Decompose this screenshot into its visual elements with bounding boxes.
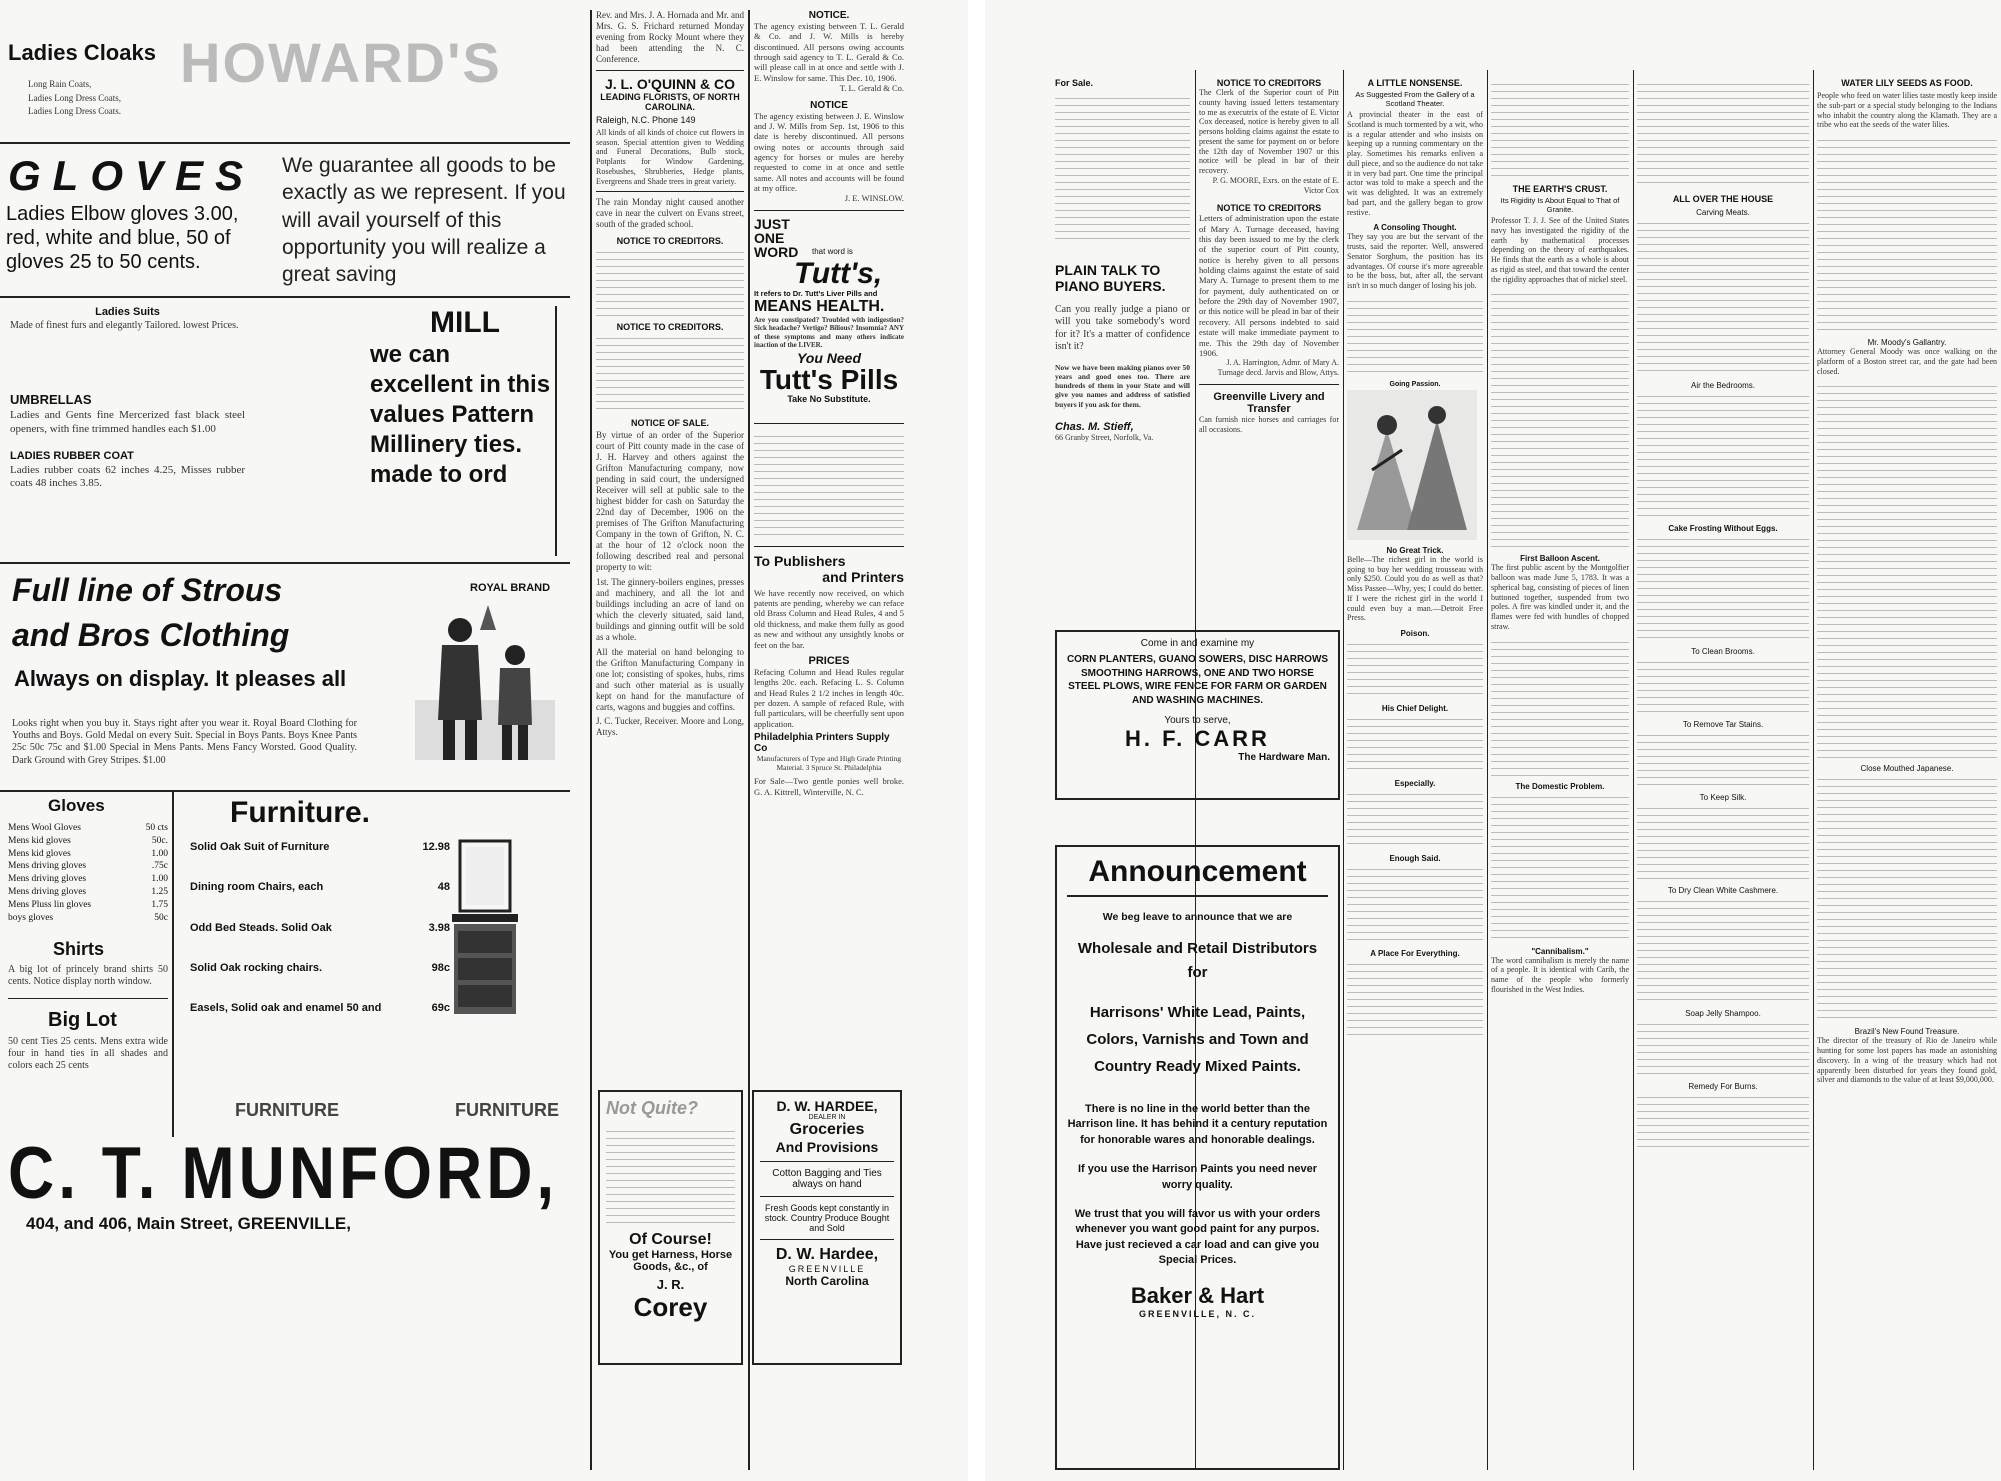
munford-ad: [8, 1130, 568, 1260]
creditors2-title: NOTICE TO CREDITORS: [1216, 203, 1322, 214]
engraving-caption: Going Passion.: [1389, 380, 1441, 388]
nonsense-subtitle: As Suggested From the Gallery of a Scotland Theater.: [1355, 90, 1475, 108]
faded-text: [1347, 863, 1483, 943]
house-title: ALL OVER THE HOUSE: [1672, 194, 1774, 204]
faded-text: [1491, 78, 1629, 178]
cannibalism-title: "Cannibalism.": [1531, 946, 1589, 956]
gloves-row-label: Mens driving gloves: [8, 874, 87, 885]
sale-body-2: 1st. The ginnery-boilers engines, presses and machinery, and all the lot and buildings including an acre of land on which the cleverly situated, said land, buildings and ginning outfit will be sold as a whole.: [596, 576, 744, 642]
faded-notice: [596, 246, 744, 316]
furniture-side-right: FURNITURE: [455, 1100, 559, 1120]
creditors2-title: NOTICE TO CREDITORS.: [616, 322, 724, 333]
rain-item: The rain Monday night caused another cave in near the culvert on Evans street, south of the graded school.: [596, 197, 744, 230]
sale-title: NOTICE OF SALE.: [630, 418, 709, 429]
faded-text: [1637, 802, 1809, 882]
divider: [172, 792, 174, 1137]
hardee-ad: [752, 1090, 902, 1365]
millinery-body: we can excellent in this values Pattern Millinery ties. made to ord: [370, 341, 551, 488]
creditors2-body: Letters of administration upon the estate of Mary A. Turnage deceased, having this day been issued to me by the clerk of the superior court of Pitt county, notice is hereby given to all persons holding claims against the estate of said Mary A. Turnage to present them to me for payment, duly authenticated on or before the 29th day of November 1907, or this notice will be plead in bar of their recovery. All persons indebted to said estate will make immediate payment to me. This the 29th day of November 1906.: [1199, 213, 1339, 358]
divider: [0, 142, 570, 144]
brazil-title: Brazil's New Found Treasure.: [1854, 1027, 1960, 1037]
furniture-row: [190, 921, 450, 935]
notice2-body: The agency existing between J. E. Winslow and J. W. Mills from Sep. 1st, 1906 to this date is hereby discontinued. All persons owing notes or accounts through said agency for horses or mules are hereby requested to come in at once and settle same. All notes and accounts will be found at my office.: [754, 110, 904, 194]
cloaks-line: Long Rain Coats,: [28, 79, 92, 89]
hardware-sub: The Hardware Man.: [1238, 752, 1330, 763]
corey-quite: Not Quite?: [606, 1098, 698, 1118]
biglot-body: 50 cent Ties 25 cents. Mens extra wide four in hand ties in all shades and colors each 25 cents: [8, 1035, 168, 1072]
furniture-row: [190, 880, 450, 894]
umbrellas-title: UMBRELLAS: [10, 392, 92, 408]
poison-title: Poison.: [1400, 629, 1430, 638]
tutt-means: MEANS HEALTH.: [754, 297, 885, 315]
strous-line2: and Bros Clothing: [12, 617, 290, 653]
ladies-suits-title: Ladies Suits: [95, 306, 160, 318]
biglot-title: Big Lot: [48, 1008, 117, 1031]
shirts-body: A big lot of princely brand shirts 50 cents. Notice display north window.: [8, 963, 168, 987]
hardware-ad: [1055, 630, 1340, 800]
gloves-row: [8, 886, 168, 899]
notice-body: The agency existing between T. L. Gerald & Co. and J. W. Mills is hereby discontinued. All persons owing accounts through said agency to T. L. Gerald & Co. will please call in at once and settle with J. E. Winslow for same. This Dec. 10, 1906.: [754, 21, 904, 83]
furniture-row: [190, 961, 450, 975]
brooms-title: To Clean Brooms.: [1691, 647, 1755, 656]
publishers-and: and Printers: [822, 568, 904, 585]
divider: [8, 998, 168, 999]
faded-text: [1347, 788, 1483, 848]
hardee-state: North Carolina: [785, 1274, 869, 1288]
consoling-title: A Consoling Thought.: [1373, 223, 1457, 233]
cloaks-title: Ladies Cloaks: [8, 40, 156, 65]
faded-text: [1637, 1091, 1809, 1151]
gloves-row: [8, 835, 168, 848]
brazil-body: The director of the treasury of Rio de Janeiro while hunting for some lost papers has made an astonishing discovery. In a wing of the treasury which had not apparently been disturbed for years they found gold, silver and diamonds to the value of at least $9,000,000.: [1817, 1036, 1997, 1085]
column-rule: [1633, 70, 1634, 1470]
lily-title: WATER LILY SEEDS AS FOOD.: [1841, 78, 1973, 88]
livery-body: Can furnish nice horses and carriages for all occasions.: [1199, 414, 1339, 434]
hardware-lead: Come in and examine my: [1140, 638, 1255, 649]
tutts-ad: [754, 217, 904, 417]
faded-text: [1637, 656, 1809, 716]
divider: [596, 70, 744, 71]
gloves-row-price: 50c: [154, 912, 168, 923]
gloves-row-label: Mens driving gloves: [8, 861, 87, 872]
chas-addr: 66 Granby Street, Norfolk, Va.: [1055, 432, 1154, 442]
chas-name: Chas. M. Stieff,: [1055, 420, 1134, 433]
furniture-row-label: Solid Oak Suit of Furniture: [190, 841, 330, 853]
domestic-title: The Domestic Problem.: [1515, 781, 1605, 791]
hardware-body: CORN PLANTERS, GUANO SOWERS, DISC HARROWS SMOOTHING HARROWS, ONE AND TWO HORSE STEEL PLOWS, WIRE FENCE FOR FARM OR GARDEN AND WASHING MACHINES.: [1066, 654, 1329, 706]
gloves-row: [8, 873, 168, 886]
divider: [754, 210, 904, 211]
page-gutter: [968, 0, 985, 1481]
announce-lead: We beg leave to announce that we are: [1102, 911, 1293, 923]
right-col-5: [1637, 78, 1809, 1468]
boys-illustration-icon: [410, 600, 560, 770]
publishers-body: We have recently now received, on which patents are pending, whereby we can reface old Brass Column and Head Rules, 4 and 5 old thickness, and make them fully as good as new and without any unsightly knobs or feet on the bar.: [754, 587, 904, 650]
divider: [760, 1196, 894, 1197]
tutt-just: JUST: [754, 215, 790, 232]
divider: [1067, 895, 1328, 897]
furniture-row: [190, 1001, 450, 1015]
right-col-2: [1199, 78, 1339, 598]
corey-body: You get Harness, Horse Goods, &c., of: [608, 1249, 733, 1273]
creditors2-sign: J. A. Harrington, Admr. of Mary A. Turnage decd. Jarvis and Blow, Attys.: [1217, 358, 1339, 378]
gloves-row: [8, 912, 168, 925]
hardware-name: H. F. CARR: [1125, 726, 1270, 751]
oquinn-addr: Raleigh, N.C. Phone 149: [596, 114, 696, 125]
place-title: A Place For Everything.: [1370, 949, 1460, 958]
rubber-coat-title: LADIES RUBBER COAT: [10, 450, 134, 462]
shirts-title: Shirts: [53, 938, 105, 959]
faded-text: [1055, 92, 1190, 242]
corey-name: Corey: [633, 1292, 708, 1322]
gloves-banner: [0, 152, 270, 292]
gloves-row-price: .75c: [151, 861, 168, 872]
sale-body-3: All the material on hand belonging to the Grifton Manufacturing Company in one lot; consisting of spokes, hubs, rims and such other material as is usually kept on hand for the manufacture of carts, wagons and buggies and coffins.: [596, 646, 744, 712]
furniture-row-price: 12.98: [422, 841, 450, 853]
furniture-row-label: Odd Bed Steads. Solid Oak: [190, 921, 332, 934]
divider: [760, 1161, 894, 1162]
hardee-name: D. W. Hardee,: [775, 1246, 879, 1263]
nonsense-title: A LITTLE NONSENSE.: [1367, 78, 1463, 88]
announce-body-1: There is no line in the world better than the Harrison line. It has behind it a century reputation for honorable wares and honorable dealings.: [1067, 1103, 1328, 1146]
gloves-list-title: Gloves: [48, 796, 105, 815]
hornada-item: Rev. and Mrs. J. A. Hornada and Mr. and Mrs. G. S. Frichard returned Monday evening from Rocky Mount where they had been attending the N. C. Conference.: [596, 10, 744, 64]
announce-city: GREENVILLE, N. C.: [1138, 1308, 1256, 1319]
divider: [760, 1239, 894, 1240]
hardee-provisions: And Provisions: [775, 1139, 879, 1155]
announce-sign: Baker & Hart: [1130, 1282, 1265, 1308]
earth-body: Professor T. J. J. See of the United States navy has investigated the rigidity of the earth by mathematical processes depending on the theory of earthquakes. He finds that the earth as a whole is about as rigid as steel, and that toward the center the rigidity approaches that of nickel steel.: [1491, 216, 1629, 284]
column-rule: [1487, 70, 1488, 1470]
creditors-body: The Clerk of the Superior court of Pitt county having issued letters testamentary to me as executrix of the estate of E. Victor Cox deceased, notice is hereby given to all persons holding claims against the estate to present the same for payment on or before the 12th day of November 1907 or this notice will be plead in bar of their recovery.: [1199, 88, 1339, 175]
creditors-title: NOTICE TO CREDITORS: [1216, 78, 1322, 88]
tutt-that: that word is: [812, 246, 853, 256]
faded-text: [1491, 288, 1629, 548]
tutt-need: You Need: [796, 349, 862, 366]
livery-title: Greenville Livery and Transfer: [1213, 390, 1325, 415]
piano-body-2: Now we have been making pianos over 50 years and good ones too. There are hundreds of them in your State and will give you names and address of satisfied buyers if you ask for them.: [1055, 362, 1190, 409]
faded-text: [1637, 78, 1809, 188]
hardee-groceries: Groceries: [789, 1121, 865, 1138]
shampoo-title: Soap Jelly Shampoo.: [1685, 1009, 1761, 1018]
notice2-sign: J. E. WINSLOW.: [844, 193, 904, 204]
carving-title: Carving Meats.: [1696, 208, 1750, 217]
column-rule: [1343, 70, 1344, 1470]
royal-brand-badge: ROYAL BRAND: [470, 582, 551, 594]
faded-notice: [596, 332, 744, 412]
tutt-sub: Take No Substitute.: [787, 393, 871, 404]
faded-text: [1491, 636, 1629, 776]
tutt-questions: Are you constipated? Troubled with indigestion? Sick headache? Vertigo? Bilious? Insomnia? ANY of these symptoms and many others indicate inaction of the LIVER.: [754, 315, 904, 350]
prices-title: PRICES: [808, 654, 850, 667]
furniture-row-price: 48: [437, 881, 450, 894]
faded-text: [606, 1125, 735, 1225]
hardware-yours: Yours to serve,: [1164, 715, 1231, 726]
furniture-row-label: Easels, Solid oak and enamel 50 and: [190, 1002, 382, 1015]
gloves-row-price: 1.75: [151, 899, 168, 910]
faded-text: [1347, 638, 1483, 698]
announcement-ad: [1055, 845, 1340, 1470]
strous-line1: Full line of Strous: [12, 572, 283, 608]
furniture-ad: [180, 796, 565, 1096]
tar-title: To Remove Tar Stains.: [1682, 720, 1764, 729]
lily-body: People who feed on water lilies taste mostly keep inside the sub-part or a special study belonging to the Indians who inhabit the country along the Klamath. They are a tribe who eat the seeds of the water lilies.: [1817, 91, 1997, 130]
ladies-suits-body: Made of finest furs and elegantly Tailored. lowest Prices.: [10, 320, 239, 331]
tutt-refers: It refers to Dr. Tutt's Liver Pills and: [754, 288, 878, 298]
left-page: [0, 0, 968, 1481]
divider: [0, 790, 570, 792]
hardee-title: D. W. HARDEE,: [776, 1098, 878, 1114]
gloves-row-label: Mens kid gloves: [8, 848, 71, 859]
sale-body: By virtue of an order of the Superior court of Pitt county made in the case of J. H. Harvey and others against the Grifton Manufacturing company, now pending in said court, the undersigned Receiver will sell at public sale to the highest bidder for cash on Saturday the 22nd day of December, 1906 on the premises of The Grifton Manufacturing Company in the town of Grifton, N. C. at the hour of 12 o'clock noon the following described real and personal property to wit:: [596, 430, 744, 572]
gloves-row-price: 1.00: [151, 874, 168, 885]
gloves-row-price: 1.25: [151, 887, 168, 898]
enough-title: Enough Said.: [1389, 854, 1441, 863]
gloves-row: [8, 848, 168, 861]
chief-title: His Chief Delight.: [1381, 704, 1449, 713]
furniture-title: Furniture.: [230, 796, 370, 829]
faded-text: [1347, 713, 1483, 773]
nonsense-body: A provincial theater in the east of Scotland is much tormented by a wit, who is a regular attender and who insists on keeping up a running commentary on the play. Sometimes his remarks enliven a dull piece, and so the audience do not take it in very bad part. One time the principal actor was told to make a speech and the wit was delighted. It was an extremely bad part, and the gallery began to grow restive.: [1347, 110, 1483, 217]
column-rule: [748, 10, 750, 1470]
corey-initials: J. R.: [656, 1277, 685, 1292]
announce-body-2: If you use the Harrison Paints you need never worry quality.: [1077, 1163, 1317, 1191]
notice2-title: NOTICE: [810, 99, 848, 111]
faded-text: [1637, 533, 1809, 643]
moody-title: Mr. Moody's Gallantry.: [1867, 338, 1947, 347]
oquinn-sub: LEADING FLORISTS, OF NORTH CAROLINA.: [600, 91, 740, 112]
right-col-3: [1347, 78, 1483, 1468]
prices-body: Refacing Column and Head Rules regular lengths 20c. each. Refacing L. S. Column and Head Rules 2 1/2 inches in length 40c. per dozen. A sample of refaced Rule, with full particulars, will be cheerfully sent upon application.: [754, 666, 904, 729]
faded-notice: [754, 430, 904, 540]
especially-title: Especially.: [1394, 779, 1436, 788]
strous-line3: Always on display. It pleases all: [14, 666, 347, 691]
guarantee-body: We guarantee all goods to be exactly as we represent. If you will avail yourself of this opportunity you will realize a great saving: [282, 154, 566, 287]
gloves-banner-body: Ladies Elbow gloves 3.00, red, white and blue, 50 of gloves 25 to 50 cents.: [6, 203, 239, 273]
divider: [596, 191, 744, 192]
corey-ad: [598, 1090, 743, 1365]
furniture-row-price: 3.98: [428, 921, 450, 934]
divider: [0, 296, 570, 298]
oquinn-title: J. L. O'QUINN & CO: [604, 75, 736, 92]
for-sale-title: For Sale.: [1055, 78, 1094, 88]
tutt-pills: Tutt's Pills: [759, 363, 899, 395]
faded-text: [1817, 773, 1997, 1023]
faded-text: [1637, 895, 1809, 1005]
passion-illustration-icon: [1347, 390, 1477, 540]
millinery-title: MILL: [430, 306, 500, 339]
sale-sign: J. C. Tucker, Receiver. Moore and Long, Attys.: [596, 716, 744, 738]
divider: [754, 546, 904, 547]
faded-text: [1817, 380, 1997, 760]
cashmere-title: To Dry Clean White Cashmere.: [1667, 886, 1779, 895]
piano-body: Can you really judge a piano or will you take somebody's word for it? It's a matter of confidence isn't it?: [1055, 304, 1190, 352]
suits-umbrella-ads: [10, 306, 245, 556]
air-title: Air the Bedrooms.: [1690, 381, 1756, 390]
strous-body: Looks right when you buy it. Stays right after you wear it. Royal Board Clothing for Youths and Boys. Gold Medal on every Suit. Special in Boys Pants. Boys Knee Pants 25c 50c 75c and $1.00 Special in Mens Pants. Mens Fancy Worsted. Good Quality. Dark Ground with Grey Stripes. $1.00: [12, 718, 357, 766]
hardee-cotton: Cotton Bagging and Ties always on hand: [772, 1168, 882, 1190]
silk-title: To Keep Silk.: [1699, 793, 1747, 802]
store-title: [180, 30, 502, 100]
gloves-row: [8, 899, 168, 912]
faded-text: [1637, 390, 1809, 520]
divider: [555, 306, 557, 556]
faded-text: [1637, 729, 1809, 789]
publishers-title: To Publishers: [754, 552, 846, 569]
furniture-row-price: 69c: [431, 1002, 450, 1015]
faded-text: [1637, 217, 1809, 377]
gloves-row-label: Mens Pluss lin gloves: [8, 899, 92, 910]
creditors-title: NOTICE TO CREDITORS.: [616, 236, 724, 247]
cloaks-line: Ladies Long Dress Coats.: [28, 106, 121, 116]
gloves-rows: [8, 822, 168, 925]
cloaks-ad: [0, 40, 175, 140]
balloon-title: First Balloon Ascent.: [1520, 554, 1600, 564]
right-col-1: [1055, 78, 1190, 578]
faded-text: [1347, 958, 1483, 1038]
right-col-4: [1491, 78, 1629, 1468]
creditors-sign: P. G. MOORE, Exrs. on the estate of E. Victor Cox: [1212, 175, 1339, 195]
tutt-one: ONE: [754, 229, 785, 246]
price-column: [520, 70, 565, 130]
oquinn-body: All kinds of all kinds of choice cut flowers in season. Special attention given to Wedding and Funeral Decorations, Bulb stock, Potplants for Window Gardening, Rosebushes, Shrubberies, Hedge plants, Evergreens and Shade trees in great variety.: [596, 127, 744, 186]
phila-sub: Manufacturers of Type and High Grade Printing Material. 3 Spruce St. Philadelphia: [756, 754, 902, 773]
tutt-word: WORD: [754, 243, 799, 260]
furniture-row-label: Dining room Chairs, each: [190, 881, 324, 894]
gloves-row-price: 50c.: [151, 835, 168, 846]
divider: [754, 423, 904, 424]
column-rule: [1813, 70, 1814, 1470]
announce-harrison: Harrisons' White Lead, Paints, Colors, Varnishs and Town and Country Ready Mixed Paints.: [1086, 1004, 1309, 1075]
cloaks-line: Ladies Long Dress Coats,: [28, 92, 121, 103]
faded-text: [1637, 1018, 1809, 1078]
hardee-dealer: DEALER IN: [808, 1114, 846, 1121]
furniture-row-price: 98c: [431, 961, 450, 974]
store-title-text: HOWARD'S: [180, 31, 502, 94]
guarantee-ad: [282, 152, 567, 292]
gloves-list: [8, 796, 168, 1136]
announce-title: Announcement: [1088, 855, 1307, 888]
burns-title: Remedy For Burns.: [1688, 1082, 1758, 1091]
japanese-title: Close Mouthed Japanese.: [1860, 764, 1954, 774]
phila-name: Philadelphia Printers Supply Co: [754, 732, 890, 755]
nogreat-body: Belle—The richest girl in the world is going to buy her wedding trousseau with only $250. Could you do as well as that? Miss Passee—Why, yes; I could do better. If I were the richest girl in the world I could even buy a man.—Detroit Free Press.: [1347, 554, 1483, 623]
rubber-coat-body: Ladies rubber coats 62 inches 4.25, Misses rubber coats 48 inches 3.85.: [10, 464, 245, 490]
umbrellas-body: Ladies and Gents fine Mercerized fast black steel openers, with fine trimmed handles each $1.00: [10, 409, 245, 435]
consoling-body: They say you are but the servant of the trusts, said the reporter. Well, answered Senator Sorghum, the position has its advantages. Of course it's more agreeable to be the boss, but, after all, the servant isn't in so much danger of losing his job.: [1347, 232, 1483, 290]
furniture-side-left: FURNITURE: [235, 1100, 339, 1120]
faded-text: [10, 342, 245, 392]
hardee-city: GREENVILLE: [788, 1264, 866, 1274]
notice-title: NOTICE.: [808, 10, 850, 21]
gloves-row: [8, 860, 168, 873]
nogreat-title: No Great Trick.: [1386, 545, 1444, 555]
tutt-brand: Tutt's,: [794, 256, 883, 290]
for-sale-ponies: For Sale—Two gentle ponies well broke. G. A. Kittrell, Winterville, N. C.: [754, 776, 904, 797]
announce-body-3: We trust that you will favor us with your orders whenever you want good paint for any purpos. Have just recieved a car load and can give you Special Prices.: [1074, 1207, 1321, 1267]
divider: [0, 562, 570, 564]
dresser-icon: [450, 836, 520, 1026]
hardee-fresh: Fresh Goods kept constantly in stock. Country Produce Bought and Sold: [764, 1203, 890, 1233]
right-col-6: [1817, 78, 1997, 1468]
announce-wholesale: Wholesale and Retail Distributors for: [1077, 940, 1318, 981]
gloves-row-label: Mens driving gloves: [8, 887, 87, 898]
notice-sign: T. L. Gerald & Co.: [839, 83, 904, 94]
gloves-row-label: Mens kid gloves: [8, 835, 71, 846]
gloves-row-price: 1.00: [151, 848, 168, 859]
cannibalism-body: The word cannibalism is merely the name of a people. It is identical with Carib, the name of the people who formerly flourished in the West Indies.: [1491, 955, 1629, 994]
millinery-ad: [310, 306, 555, 556]
gloves-banner-title: GLOVES: [8, 152, 256, 199]
balloon-body: The first public ascent by the Montgolfier balloon was made June 5, 1783. It was a spherical bag, consisting of pieces of linen buttoned together, suspended from two poles. A fire was kindled under it, and the flames were fed with bundles of chopped straw.: [1491, 563, 1629, 631]
gloves-row-price: 50 cts: [145, 823, 168, 833]
corey-course: Of Course!: [629, 1231, 712, 1248]
furniture-row-label: Solid Oak rocking chairs.: [190, 961, 323, 974]
faded-text: [1817, 134, 1997, 334]
munford-address: 404, and 406, Main Street, GREENVILLE,: [26, 1214, 351, 1233]
gloves-row: [8, 822, 168, 835]
faded-text: [1491, 791, 1629, 941]
munford-name: C. T. MUNFORD,: [8, 1131, 559, 1214]
piano-title: PLAIN TALK TO PIANO BUYERS.: [1055, 262, 1166, 295]
gloves-row-label: Mens Wool Gloves: [8, 823, 81, 833]
faded-text: [1347, 295, 1483, 375]
right-page: [985, 0, 2001, 1481]
furniture-row: [190, 840, 450, 854]
divider: [1199, 384, 1339, 385]
earth-title: THE EARTH'S CRUST.: [1512, 184, 1608, 194]
gloves-row-label: boys gloves: [8, 912, 54, 923]
cake-title: Cake Frosting Without Eggs.: [1668, 524, 1778, 533]
column-rule: [590, 10, 592, 1470]
earth-subtitle: Its Rigidity Is About Equal to That of Granite.: [1500, 196, 1620, 214]
moody-body: Attorney General Moody was once walking on the platform of a Boston street car, and the gate had been closed.: [1817, 347, 1997, 376]
